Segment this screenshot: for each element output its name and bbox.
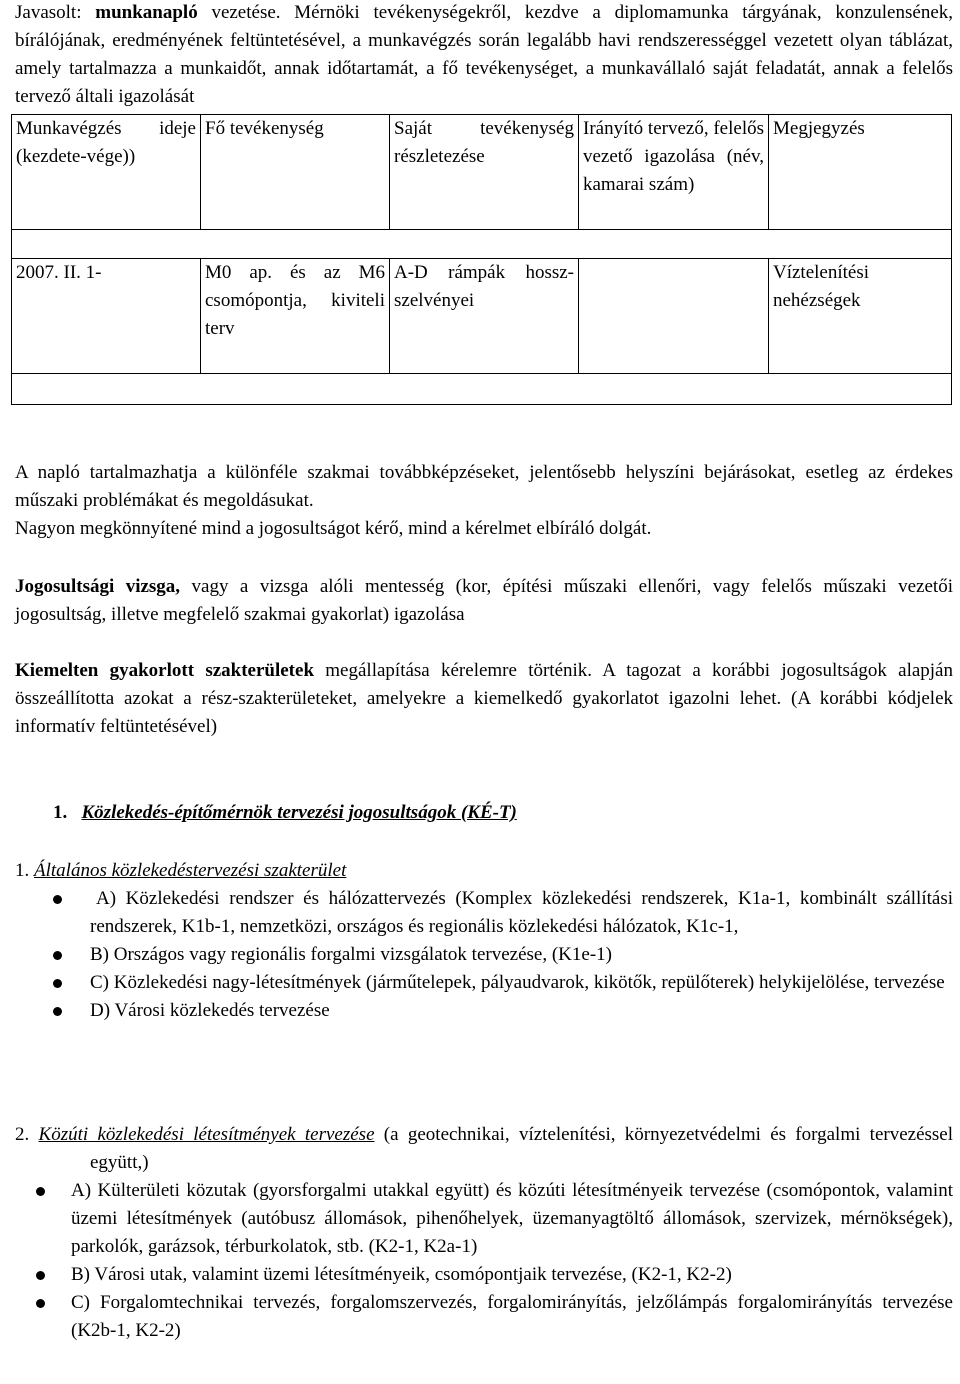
specialty-bold-term: Kiemelten gyakorlott szakterületek [15,660,315,681]
subsection-1-heading [15,857,953,885]
subsection-2 [15,1121,953,1345]
subsection-2-number: 2. [15,1124,30,1145]
row-cell-own-activity: A-D rámpák hossz-szelvényei [390,259,579,374]
subsection-2-list [15,1177,953,1345]
list-item: A) Közlekedési rendszer és hálózattervezés (Komplex közlekedési rendszerek, K1a-1, kombinált szállítási rendszerek, K1b-1, nemzetközi, országos és regionális közlekedési hálózatok, K1c-1, [15,885,953,941]
subsection-2-heading [15,1121,953,1177]
header-cell-own-activity: Saját tevékenység részletezése [390,115,579,230]
bullet-icon [36,1271,45,1280]
specialty-text: megállapítása kérelemre történik. A tagozat a korábbi jogosultságok alapján összeállította azokat a rész-szakterületeket, amelyekre a kiemelkedő gyakorlatot igazolni lehet. (A korábbi kódjelek informatív feltüntetésével) [15,660,953,737]
header-cell-time: Munkavégzés ideje (kezdete-vége)) [12,115,201,230]
header-cell-main-activity: Fő tevékenység [201,115,390,230]
list-item: C) Közlekedési nagy-létesítmények (járműtelepek, pályaudvarok, kikötők, repülőterek) helykijelölése, tervezése [15,969,953,997]
list-item: C) Forgalomtechnikai tervezés, forgalomszervezés, forgalomirányítás, jelzőlámpás forgalomirányítás tervezése (K2b-1, K2-2) [15,1289,953,1345]
bullet-icon [53,1007,62,1016]
specialty-paragraph [15,657,953,741]
bullet-icon [53,951,62,960]
subsection-1-number: 1. [15,860,30,881]
list-item: D) Városi közlekedés tervezése [15,997,953,1025]
row-cell-remark: Víztelenítési nehézségek [769,259,952,374]
note-paragraph [15,459,953,543]
intro-bold-term: munkanapló [95,2,198,23]
subsection-2-title: Közúti közlekedési létesítmények tervezése [38,1124,375,1145]
table-row [12,259,952,374]
header-cell-remark: Megjegyzés [769,115,952,230]
subsection-1-title: Általános közlekedéstervezési szakterület [34,860,347,881]
subsection-1 [15,857,953,1025]
subsection-2-text: (a geotechnikai, víztelenítési, környezetvédelmi és forgalmi tervezéssel együtt,) [90,1124,954,1173]
table-spacer-row [12,230,952,259]
list-item: B) Országos vagy regionális forgalmi vizsgálatok tervezése, (K1e-1) [15,941,953,969]
bullet-icon [36,1299,45,1308]
note-line-2: Nagyon megkönnyítené mind a jogosultságot kérő, mind a kérelmet elbíráló dolgát. [15,518,652,539]
document-page [15,0,953,405]
row-cell-time: 2007. II. 1- [12,259,201,374]
section-1-heading [53,799,953,827]
exam-bold-term: Jogosultsági vizsga, [15,576,181,597]
row-cell-approval [579,259,769,374]
row-cell-main-activity: M0 ap. és az M6 csomópontja, kiviteli terv [201,259,390,374]
table-spacer-row [12,374,952,405]
intro-text: vezetése. Mérnöki tevékenységekről, kezdve a diplomamunka tárgyának, konzulensének, bírálójának, eredményének feltüntetésével, a munkavégzés során legalább havi rendszerességgel vezetett olyan táblázat, amely tartalmazza a munkaidőt, annak időtartamát, a fő tevékenységet, a munkavállaló saját feladatát, annak a felelős tervező általi igazolását [15,2,954,107]
list-item: B) Városi utak, valamint üzemi létesítményeik, csomópontjaik tervezése, (K2-1, K2-2) [15,1261,953,1289]
intro-label: Javasolt: [15,2,82,23]
note-line-1: A napló tartalmazhatja a különféle szakmai továbbképzéseket, jelentősebb helyszíni bejárásokat, esetleg az érdekes műszaki problémákat és megoldásukat. [15,462,953,511]
exam-paragraph [15,573,953,629]
worklog-table [11,114,952,405]
bullet-icon [53,895,62,904]
bullet-icon [53,979,62,988]
subsection-1-list [15,885,953,1025]
table-header-row [12,115,952,230]
list-item: A) Külterületi közutak (gyorsforgalmi utakkal együtt) és közúti létesítményeik tervezése (csomópontok, valamint üzemi létesítmények (autóbusz állomások, pihenőhelyek, üzemanyagtöltő állomások, szervizek, mérnökségek), parkolók, garázsok, térburkolatok, stb. (K2-1, K2a-1) [15,1177,953,1261]
intro-paragraph [15,0,953,111]
section-1-title: Közlekedés-építőmérnök tervezési jogosultságok (KÉ-T) [81,802,517,823]
exam-text: vagy a vizsga alóli mentesség (kor, építési műszaki ellenőri, vagy felelős műszaki vezetői jogosultság, illetve megfelelő szakmai gyakorlat) igazolása [15,576,953,625]
header-cell-approval: Irányító tervező, felelős vezető igazolása (név, kamarai szám) [579,115,769,230]
section-1-number: 1. [53,802,68,823]
bullet-icon [36,1187,45,1196]
